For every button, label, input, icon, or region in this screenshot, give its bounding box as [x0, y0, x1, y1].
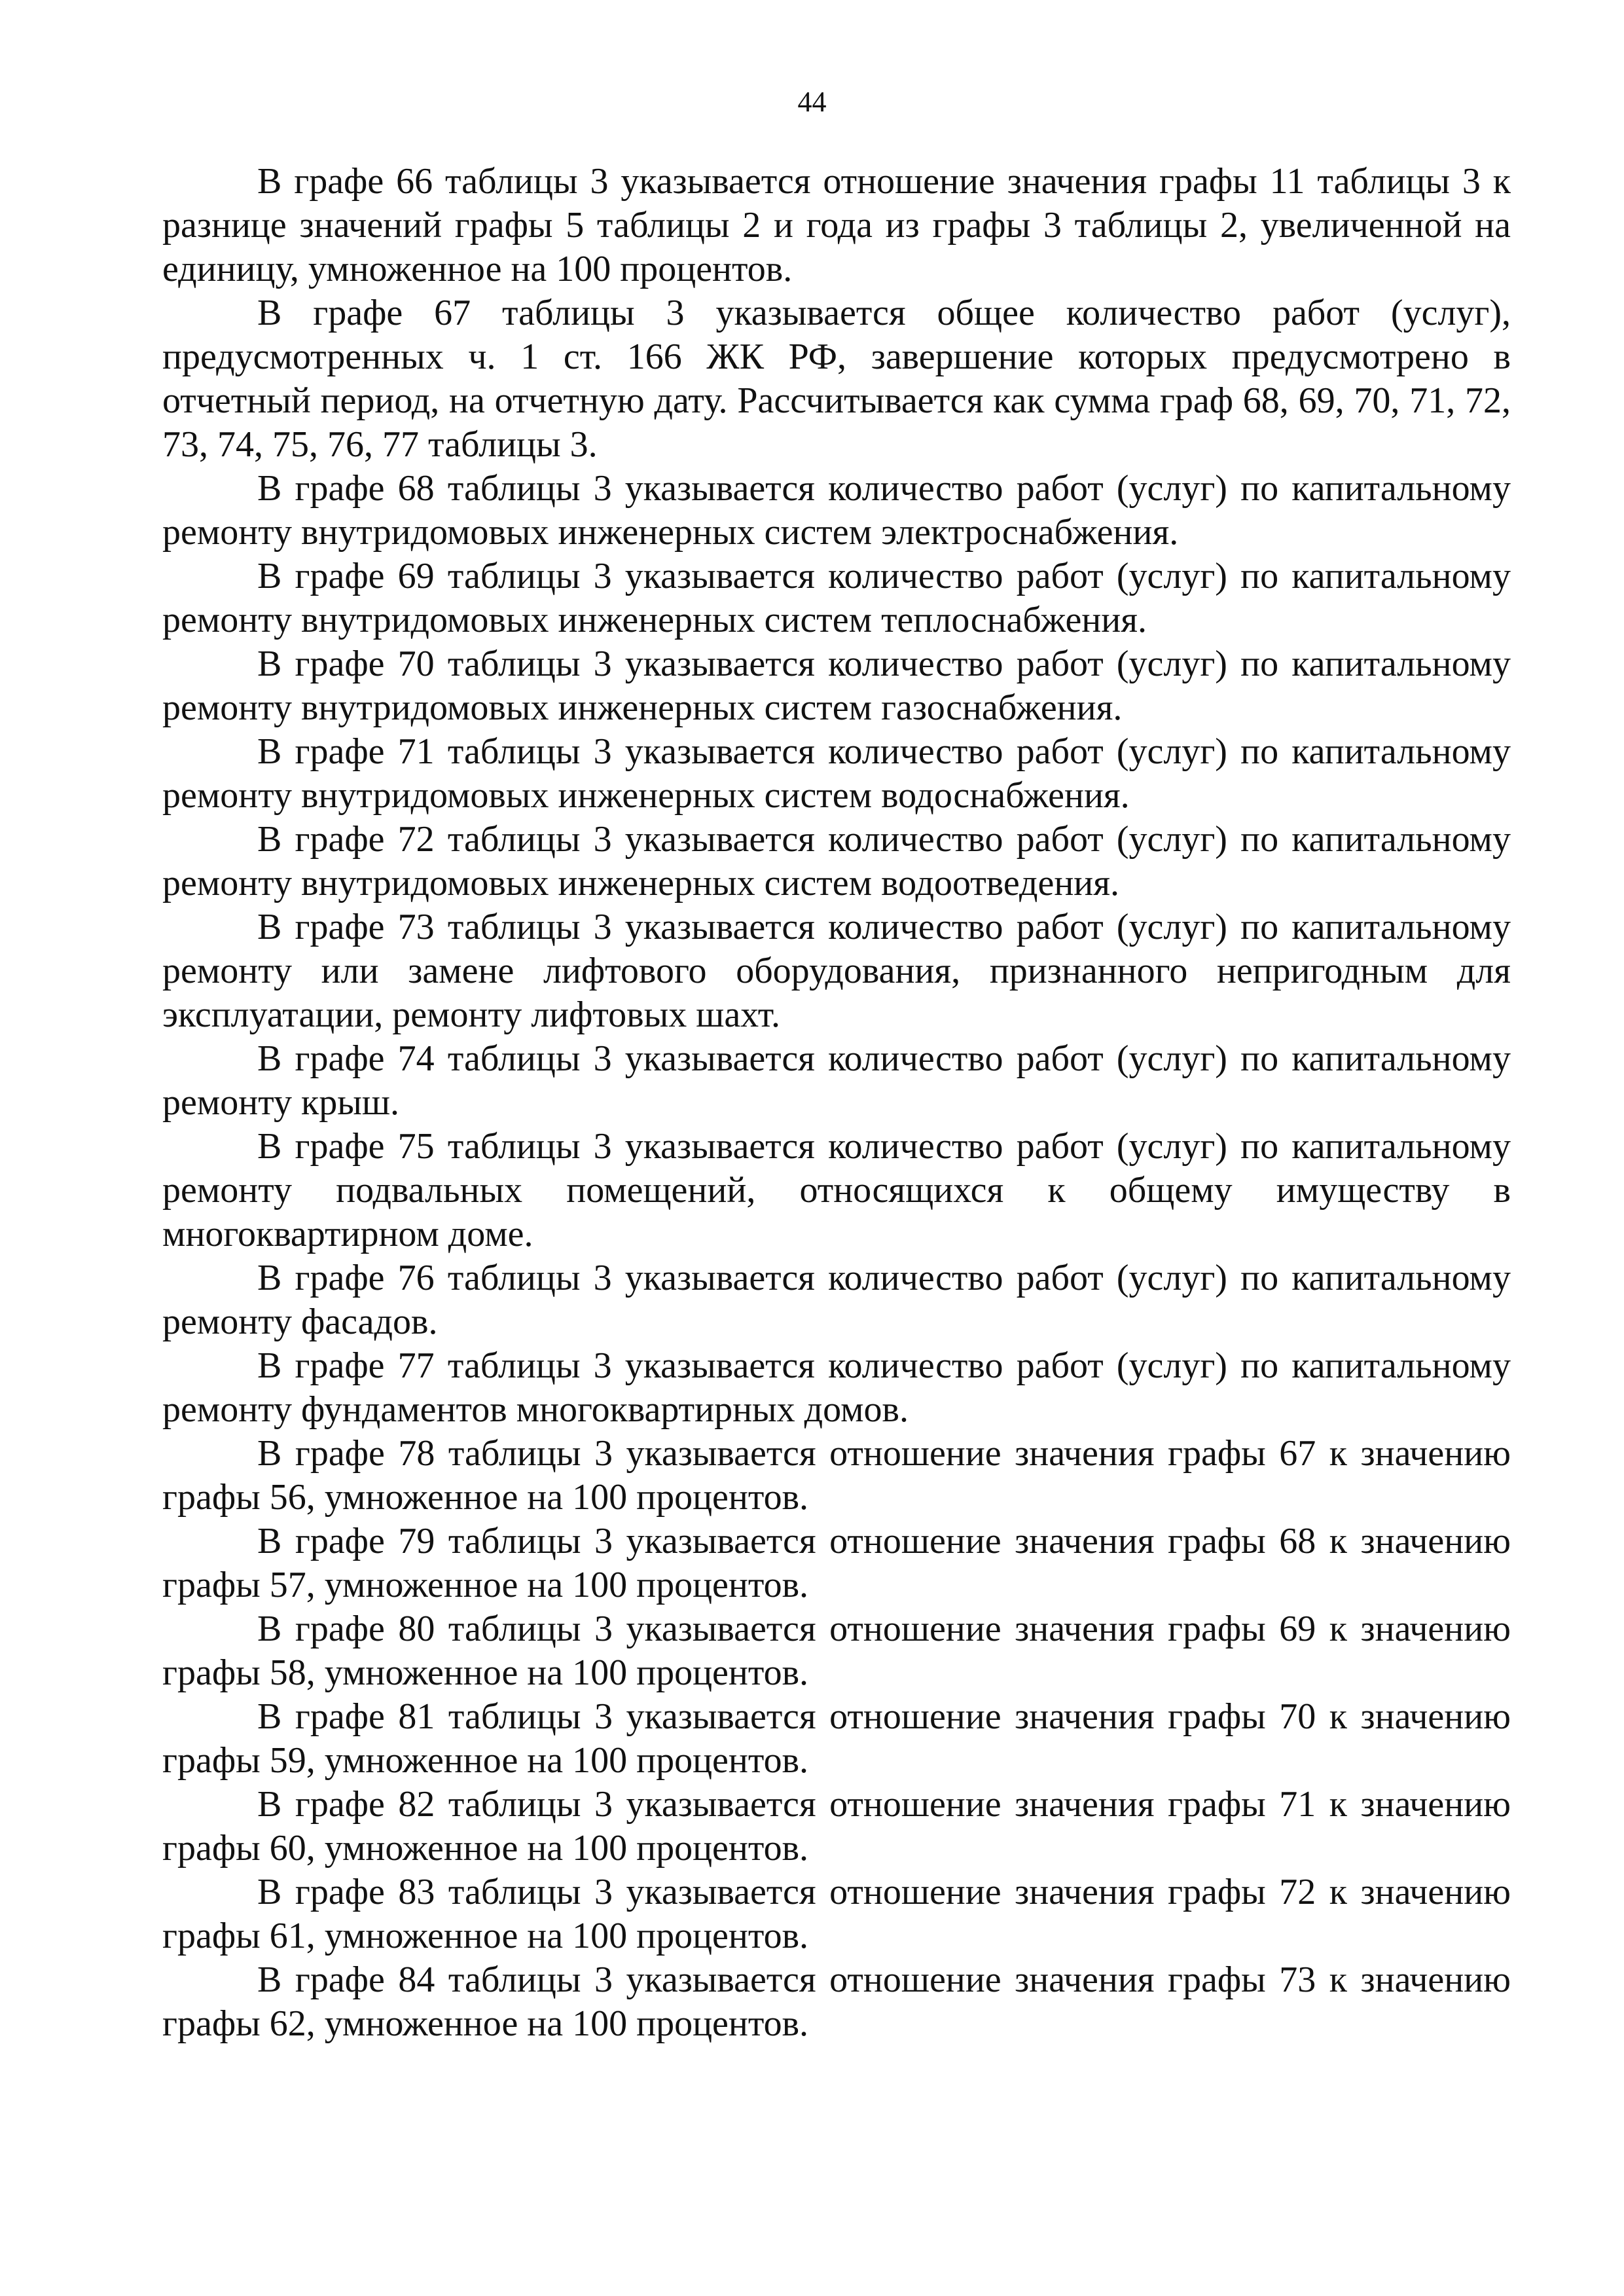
paragraph-graph-70: В графе 70 таблицы 3 указывается количество работ (услуг) по капитальному ремонту внутридомовых инженерных систем газоснабжения. [162, 644, 1511, 728]
paragraph-graph-75: В графе 75 таблицы 3 указывается количество работ (услуг) по капитальному ремонту подвальных помещений, относящихся к общему имуществу в многоквартирном доме. [162, 1126, 1511, 1254]
paragraph-graph-67: В графе 67 таблицы 3 указывается общее количество работ (услуг), предусмотренных ч. 1 ст. 166 ЖК РФ, завершение которых предусмотрено в отчетный период, на отчетную дату. Рассчитывается как сумма граф 68, 69, 70, 71, 72, 73, 74, 75, 76, 77 таблицы 3. [162, 293, 1511, 465]
paragraph-graph-82: В графе 82 таблицы 3 указывается отношение значения графы 71 к значению графы 60, умноженное на 100 процентов. [162, 1784, 1511, 1868]
paragraph-graph-68: В графе 68 таблицы 3 указывается количество работ (услуг) по капитальному ремонту внутридомовых инженерных систем электроснабжения. [162, 468, 1511, 553]
document-body [162, 160, 1511, 2046]
paragraph-graph-81: В графе 81 таблицы 3 указывается отношение значения графы 70 к значению графы 59, умноженное на 100 процентов. [162, 1696, 1511, 1781]
paragraph-graph-73: В графе 73 таблицы 3 указывается количество работ (услуг) по капитальному ремонту или замене лифтового оборудования, признанного непригодным для эксплуатации, ремонту лифтовых шахт. [162, 907, 1511, 1035]
paragraph-graph-84: В графе 84 таблицы 3 указывается отношение значения графы 73 к значению графы 62, умноженное на 100 процентов. [162, 1959, 1511, 2044]
paragraph-graph-66: В графе 66 таблицы 3 указывается отношение значения графы 11 таблицы 3 к разнице значений графы 5 таблицы 2 и года из графы 3 таблицы 2, увеличенной на единицу, умноженное на 100 процентов. [162, 161, 1511, 289]
paragraph-graph-80: В графе 80 таблицы 3 указывается отношение значения графы 69 к значению графы 58, умноженное на 100 процентов. [162, 1609, 1511, 1693]
paragraph-graph-69: В графе 69 таблицы 3 указывается количество работ (услуг) по капитальному ремонту внутридомовых инженерных систем теплоснабжения. [162, 556, 1511, 640]
paragraph-graph-72: В графе 72 таблицы 3 указывается количество работ (услуг) по капитальному ремонту внутридомовых инженерных систем водоотведения. [162, 819, 1511, 903]
page-number: 44 [797, 86, 827, 118]
paragraph-graph-78: В графе 78 таблицы 3 указывается отношение значения графы 67 к значению графы 56, умноженное на 100 процентов. [162, 1433, 1511, 1518]
paragraph-graph-77: В графе 77 таблицы 3 указывается количество работ (услуг) по капитальному ремонту фундаментов многоквартирных домов. [162, 1345, 1511, 1430]
paragraph-graph-83: В графе 83 таблицы 3 указывается отношение значения графы 72 к значению графы 61, умноженное на 100 процентов. [162, 1872, 1511, 1956]
paragraph-graph-71: В графе 71 таблицы 3 указывается количество работ (услуг) по капитальному ремонту внутридомовых инженерных систем водоснабжения. [162, 731, 1511, 816]
paragraph-graph-76: В графе 76 таблицы 3 указывается количество работ (услуг) по капитальному ремонту фасадов. [162, 1258, 1511, 1342]
paragraph-graph-74: В графе 74 таблицы 3 указывается количество работ (услуг) по капитальному ремонту крыш. [162, 1038, 1511, 1123]
paragraph-graph-79: В графе 79 таблицы 3 указывается отношение значения графы 68 к значению графы 57, умноженное на 100 процентов. [162, 1521, 1511, 1605]
